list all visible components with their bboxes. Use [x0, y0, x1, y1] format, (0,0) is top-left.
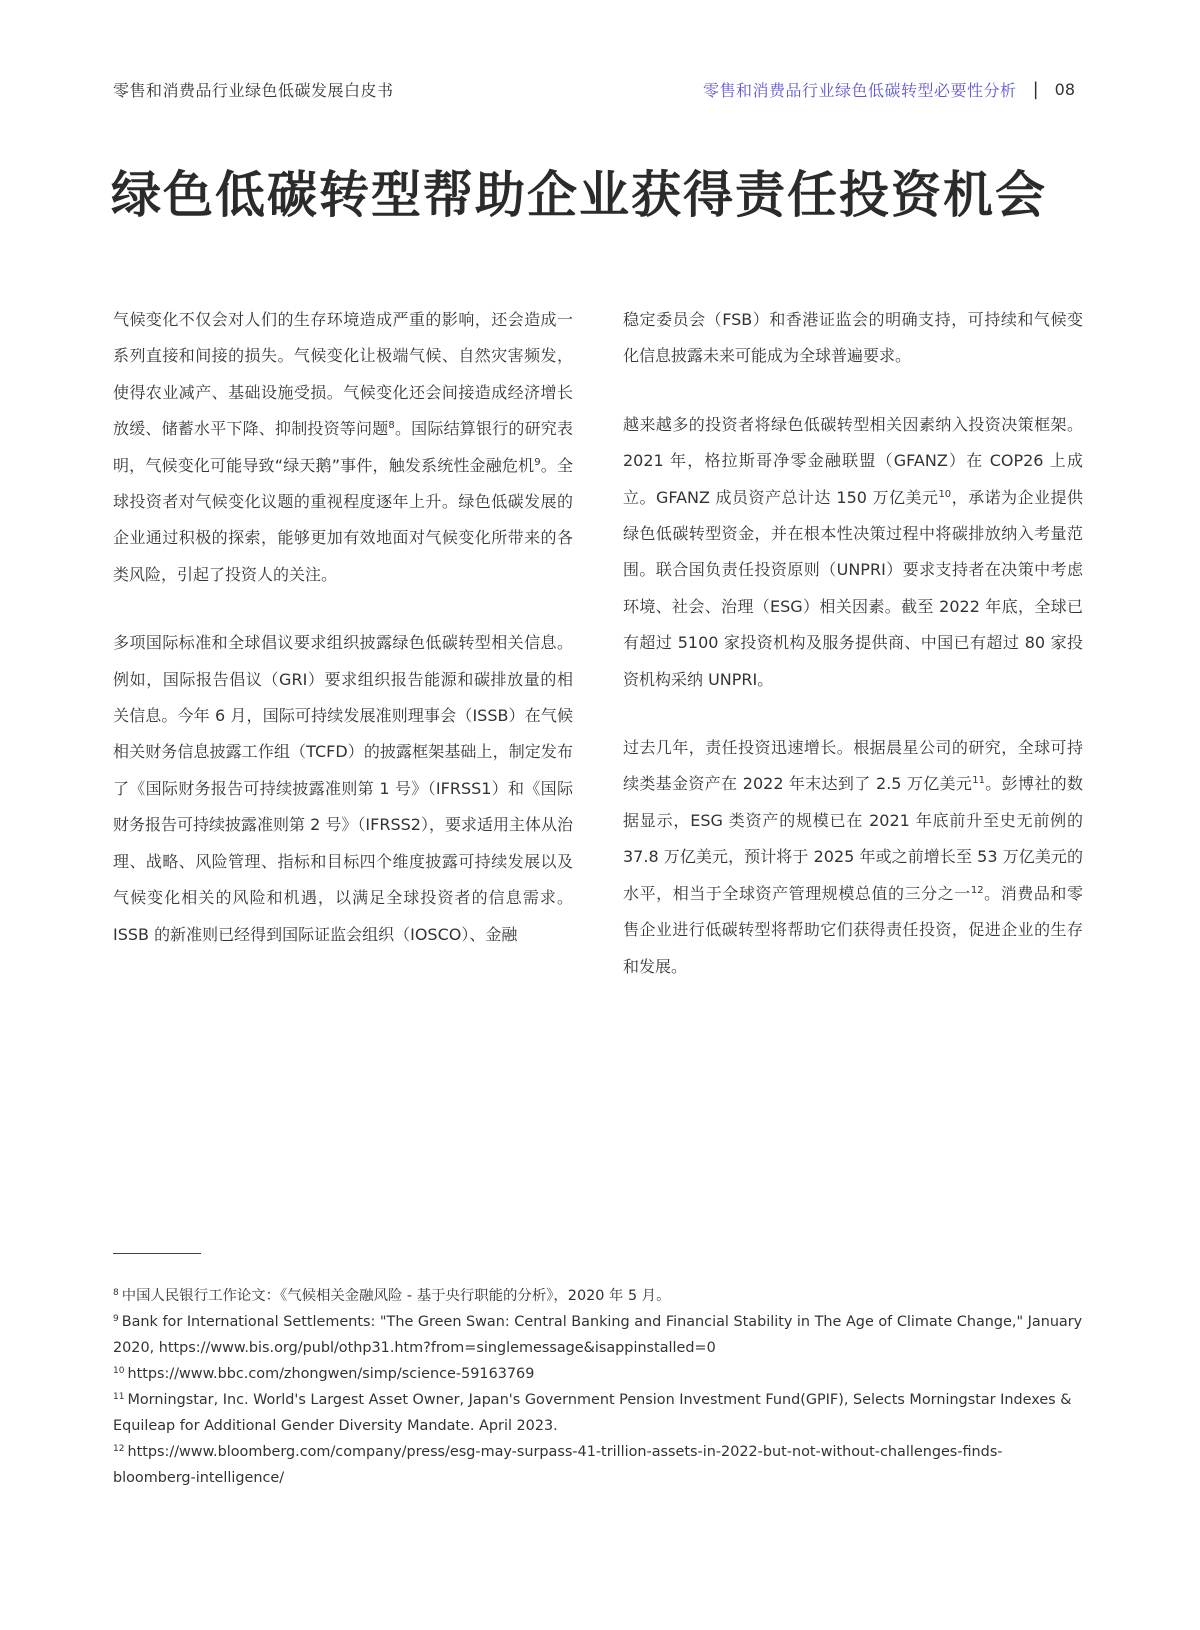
header-section-title: 零售和消费品行业绿色低碳转型必要性分析	[703, 81, 1017, 100]
footnote-divider	[113, 1253, 201, 1254]
footnote-item	[113, 1283, 1085, 1309]
right-column	[623, 302, 1083, 1017]
footnote-number: 11	[113, 1392, 125, 1402]
footnote-ref: 11	[972, 775, 985, 787]
paragraph	[623, 302, 1083, 375]
paragraph-text: 多项国际标准和全球倡议要求组织披露绿色低碳转型相关信息。例如，国际报告倡议（GRI）要求组织报告能源和碳排放量的相关信息。今年 6 月，国际可持续发展准则理事会（ISSB）在气候相关财务信息披露工作组（TCFD）的披露框架基础上，制定发布了《国际财务报告可持续披露准则第 1 号》（IFRSS1）和《国际财务报告可持续披露准则第 2 号》（IFRSS2），要求适用主体从治理、战略、风险管理、指标和目标四个维度披露可持续发展以及气候变化相关的风险和机遇，以满足全球投资者的信息需求。ISSB 的新准则已经得到国际证监会组织（IOSCO）、金融	[113, 633, 573, 944]
footnote-item	[113, 1387, 1085, 1439]
page-number: 08	[1054, 80, 1075, 99]
footnote-text: 中国人民银行工作论文：《气候相关金融风险 - 基于央行职能的分析》，2020 年 5 月。	[121, 1288, 671, 1304]
footnote-ref: 8	[388, 420, 395, 432]
paragraph-text: ，承诺为企业提供绿色低碳转型资金，并在根本性决策过程中将碳排放纳入考量范围。联合国负责任投资原则（UNPRI）要求支持者在决策中考虑环境、社会、治理（ESG）相关因素。截至 2022 年底，全球已有超过 5100 家投资机构及服务提供商、中国已有超过 80 家投资机构采纳 UNPRI。	[623, 487, 1083, 689]
header-right	[703, 78, 1075, 101]
header-separator: |	[1032, 79, 1039, 100]
paragraph	[113, 302, 573, 593]
paragraph	[113, 625, 573, 953]
footnote-ref: 9	[534, 456, 541, 468]
footnote-number: 10	[113, 1366, 125, 1376]
footnotes	[113, 1283, 1085, 1491]
footnote-text: https://www.bloomberg.com/company/press/esg-may-surpass-41-trillion-assets-in-2022-but-not-without-challenges-finds-bloomberg-intelligence/	[113, 1444, 1003, 1486]
paragraph-text: 。消费品和零售企业进行低碳转型将帮助它们获得责任投资，促进企业的生存和发展。	[623, 883, 1083, 976]
footnote-text: Morningstar, Inc. World's Largest Asset Owner, Japan's Government Pension Investment Fund(GPIF), Selects Morningstar Indexes & Equileap for Additional Gender Diversity Mandate. April 2023.	[113, 1392, 1072, 1434]
paragraph-text: 过去几年，责任投资迅速增长。根据晨星公司的研究，全球可持续类基金资产在 2022 年末达到了 2.5 万亿美元	[623, 738, 1083, 794]
paragraph-text: 气候变化不仅会对人们的生存环境造成严重的影响，还会造成一系列直接和间接的损失。气候变化让极端气候、自然灾害频发，使得农业减产、基础设施受损。气候变化还会间接造成经济增长放缓、储蓄水平下降、抑制投资等问题	[113, 310, 573, 439]
footnote-item	[113, 1361, 1085, 1387]
paragraph	[623, 407, 1083, 698]
footnote-item	[113, 1309, 1085, 1361]
footnote-number: 9	[113, 1314, 119, 1324]
paragraph-text: 越来越多的投资者将绿色低碳转型相关因素纳入投资决策框架。2021 年，格拉斯哥净零金融联盟（GFANZ）在 COP26 上成立。GFANZ 成员资产总计达 150 万亿美元	[623, 414, 1083, 507]
page-title: 绿色低碳转型帮助企业获得责任投资机会	[111, 166, 1047, 224]
left-column	[113, 302, 573, 985]
footnote-number: 8	[113, 1288, 119, 1298]
footnote-text: https://www.bbc.com/zhongwen/simp/science-59163769	[127, 1366, 535, 1382]
paragraph-text: 。国际结算银行的研究表明，气候变化可能导致“绿天鹅”事件，触发系统性金融危机	[113, 419, 573, 475]
paragraph-text: 。全球投资者对气候变化议题的重视程度逐年上升。绿色低碳发展的企业通过积极的探索，能够更加有效地面对气候变化所带来的各类风险，引起了投资人的关注。	[113, 455, 573, 584]
paragraph-text: 稳定委员会（FSB）和香港证监会的明确支持，可持续和气候变化信息披露未来可能成为全球普遍要求。	[623, 310, 1083, 366]
header-doc-title: 零售和消费品行业绿色低碳发展白皮书	[113, 81, 394, 100]
paragraph-text: 。彭博社的数据显示，ESG 类资产的规模已在 2021 年底前升至史无前例的 37.8 万亿美元，预计将于 2025 年或之前增长至 53 万亿美元的水平，相当于全球资产管理规模总值的三分之一	[623, 774, 1083, 903]
footnote-ref: 10	[938, 488, 952, 500]
footnote-number: 12	[113, 1444, 125, 1454]
footnote-text: Bank for International Settlements: "The Green Swan: Central Banking and Financial Stability in The Age of Climate Change," January 2020, https://www.bis.org/publ/othp31.htm?from=singlemessage&isappinstalled=0	[113, 1314, 1083, 1356]
footnote-ref: 12	[970, 884, 984, 896]
paragraph	[623, 730, 1083, 985]
footnote-item	[113, 1439, 1085, 1491]
